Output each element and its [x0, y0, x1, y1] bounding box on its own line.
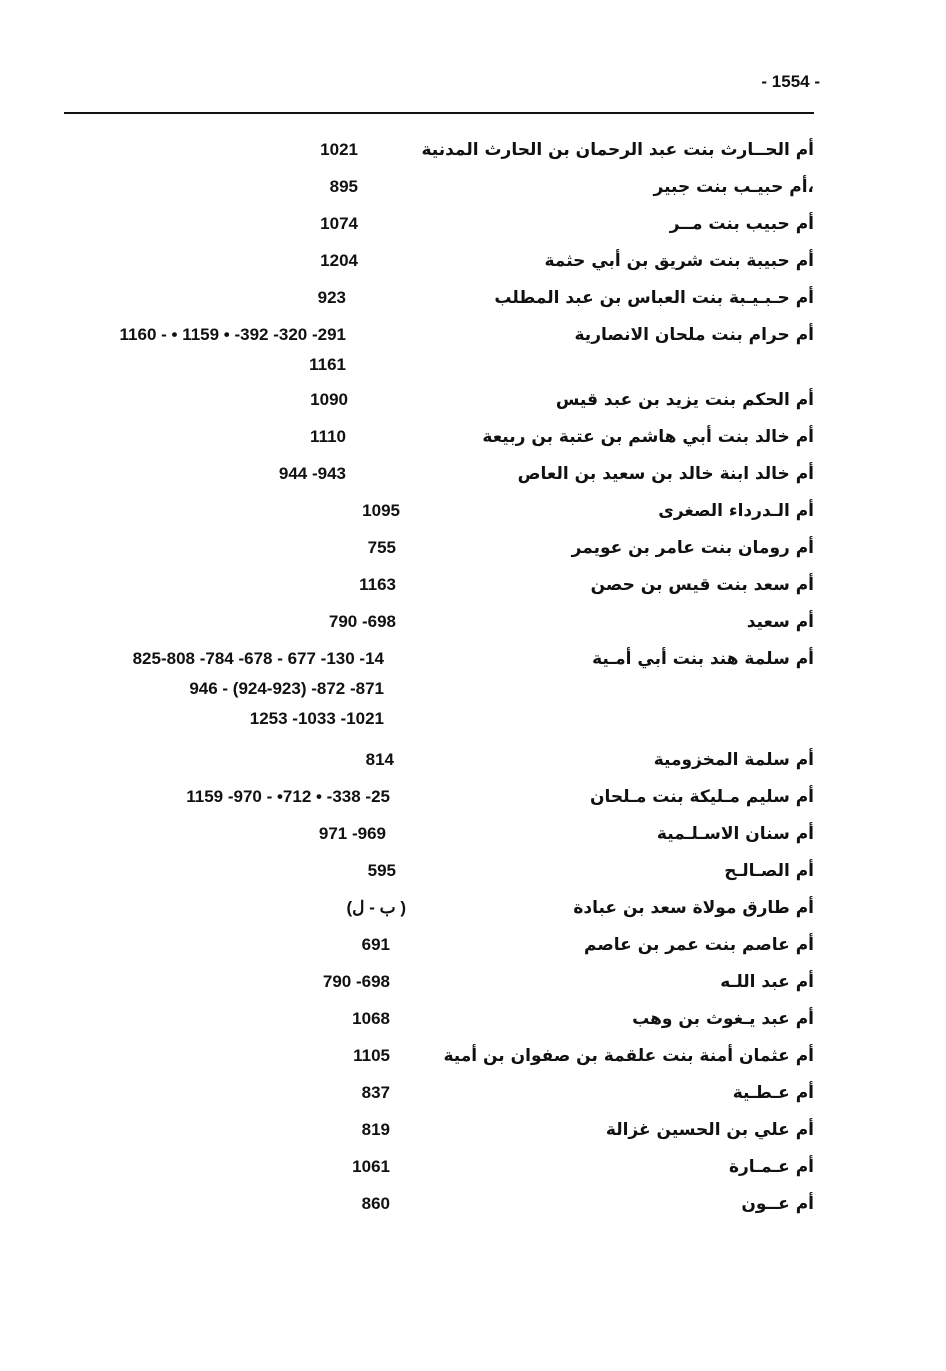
entry-name: ،أم حبيـب بنت جبير: [653, 177, 814, 197]
entry-name: أم سعيد: [746, 612, 814, 632]
entry-pages: [329, 610, 396, 640]
entry-pages: [320, 212, 358, 242]
entry-pages: [346, 896, 406, 926]
entry-name: أم حبيب بنت مــر: [669, 214, 814, 234]
entry-name: أم حـبـيـبة بنت العباس بن عبد المطلب: [494, 288, 814, 308]
page-reference: 790 -698: [322, 972, 390, 991]
entry-pages: [353, 1044, 390, 1074]
entry-name: أم سنان الاسـلـمية: [656, 824, 814, 844]
entry-pages: [352, 1155, 390, 1185]
page-reference: 1074: [320, 214, 358, 233]
entry-name: أم حبيبة بنت شريق بن أبي حثمة: [544, 251, 814, 271]
entry-name: أم سليم مـليكة بنت مـلحان: [589, 787, 814, 807]
entry-name: أم حرام بنت ملحان الانصارية: [574, 325, 814, 345]
page-reference: 790 -698: [328, 612, 396, 631]
page-reference: 860: [361, 1194, 390, 1213]
entry-name: أم سلمة هند بنت أبي أمـية: [592, 649, 814, 669]
entry-pages: [320, 249, 358, 279]
page-reference: 944 -943: [278, 464, 346, 483]
page-reference: 825-808 -784 -678 - 677 -130 -14: [132, 649, 384, 668]
page-reference: 814: [365, 750, 394, 769]
entry-name: أم عاصم بنت عمر بن عاصم: [584, 935, 814, 955]
entry-name: أم عـطـية: [732, 1083, 814, 1103]
page-reference: 946 - (924-923) -872 -871: [189, 679, 384, 698]
entry-pages: [368, 536, 396, 566]
entry-pages: [368, 859, 396, 889]
page-reference: (ب - ل ): [346, 898, 406, 917]
entry-name: أم خالد ابنة خالد بن سعيد بن العاص: [517, 464, 814, 484]
page-reference: 1110: [310, 427, 346, 446]
entry-name: أم عبد يـغوث بن وهب: [632, 1009, 814, 1029]
entry-name: أم الصـالـح: [724, 861, 814, 881]
page-reference: 1160 - • 1159 • -392 -320 -291: [119, 325, 346, 344]
page-reference: 923: [317, 288, 346, 307]
page-reference: 1095: [362, 501, 400, 520]
entry-pages: [310, 388, 348, 418]
page-reference: 1061: [352, 1157, 390, 1176]
entry-name: أم عثمان أمنة بنت علقمة بن صفوان بن أمية: [443, 1046, 814, 1066]
entry-name: أم الـدرداء الصغرى: [658, 501, 814, 521]
entry-name: أم رومان بنت عامر بن عويمر: [571, 538, 814, 558]
page-reference: 837: [361, 1083, 390, 1102]
entry-name: أم الحكم بنت يزيد بن عبد قيس: [555, 390, 814, 410]
entry-pages: [186, 785, 390, 815]
entry-name: أم خالد بنت أبي هاشم بن عتبة بن ربيعة: [482, 427, 814, 447]
entry-pages: [362, 1118, 390, 1148]
entry-pages: [120, 323, 346, 383]
page-reference: 1105: [353, 1046, 390, 1065]
entry-pages: [330, 175, 358, 205]
entry-name: أم عــون: [741, 1194, 814, 1214]
page-reference: 1163: [359, 575, 396, 594]
entry-pages: [352, 1007, 390, 1037]
page-reference: 1021: [320, 140, 358, 159]
entry-pages: [362, 1081, 390, 1111]
entry-pages: [366, 748, 394, 778]
entry-name: أم علي بن الحسين غزالة: [605, 1120, 814, 1140]
entry-pages: [320, 138, 358, 168]
entry-pages: [323, 970, 390, 1000]
page-reference: 1204: [320, 251, 358, 270]
entry-pages: [279, 462, 346, 492]
page-number: - 1554 -: [761, 72, 820, 91]
page-reference: 691: [361, 935, 390, 954]
page-reference: 1090: [310, 390, 348, 409]
entry-pages: [362, 499, 400, 529]
entry-pages: [310, 425, 346, 455]
page-reference: 895: [329, 177, 358, 196]
page-reference: 1068: [352, 1009, 390, 1028]
entry-name: أم عـمـارة: [728, 1157, 814, 1177]
entry-name: أم الحــارث بنت عبد الرحمان بن الحارث المدنية: [421, 140, 814, 160]
entry-pages: [362, 1192, 390, 1222]
entry-name: أم طارق مولاة سعد بن عبادة: [573, 898, 814, 918]
entry-name: أم عبد اللـه: [720, 972, 814, 992]
entry-pages: [318, 286, 346, 316]
page-reference: 755: [367, 538, 396, 557]
page-reference: 1253 -1033 -1021: [249, 709, 384, 728]
page-reference: 595: [367, 861, 396, 880]
entry-name: أم سعد بنت قيس بن حصن: [590, 575, 814, 595]
page-reference: 971 -969: [318, 824, 386, 843]
entry-pages: [133, 647, 384, 737]
entry-pages: [359, 573, 396, 603]
page-reference: 1159 -970 - •712 • -338 -25: [186, 787, 390, 806]
entry-name: أم سلمة المخزومية: [653, 750, 814, 770]
page-reference: 819: [361, 1120, 390, 1139]
page-reference: 1161: [309, 355, 346, 374]
entry-pages: [362, 933, 390, 963]
entry-pages: [319, 822, 386, 852]
